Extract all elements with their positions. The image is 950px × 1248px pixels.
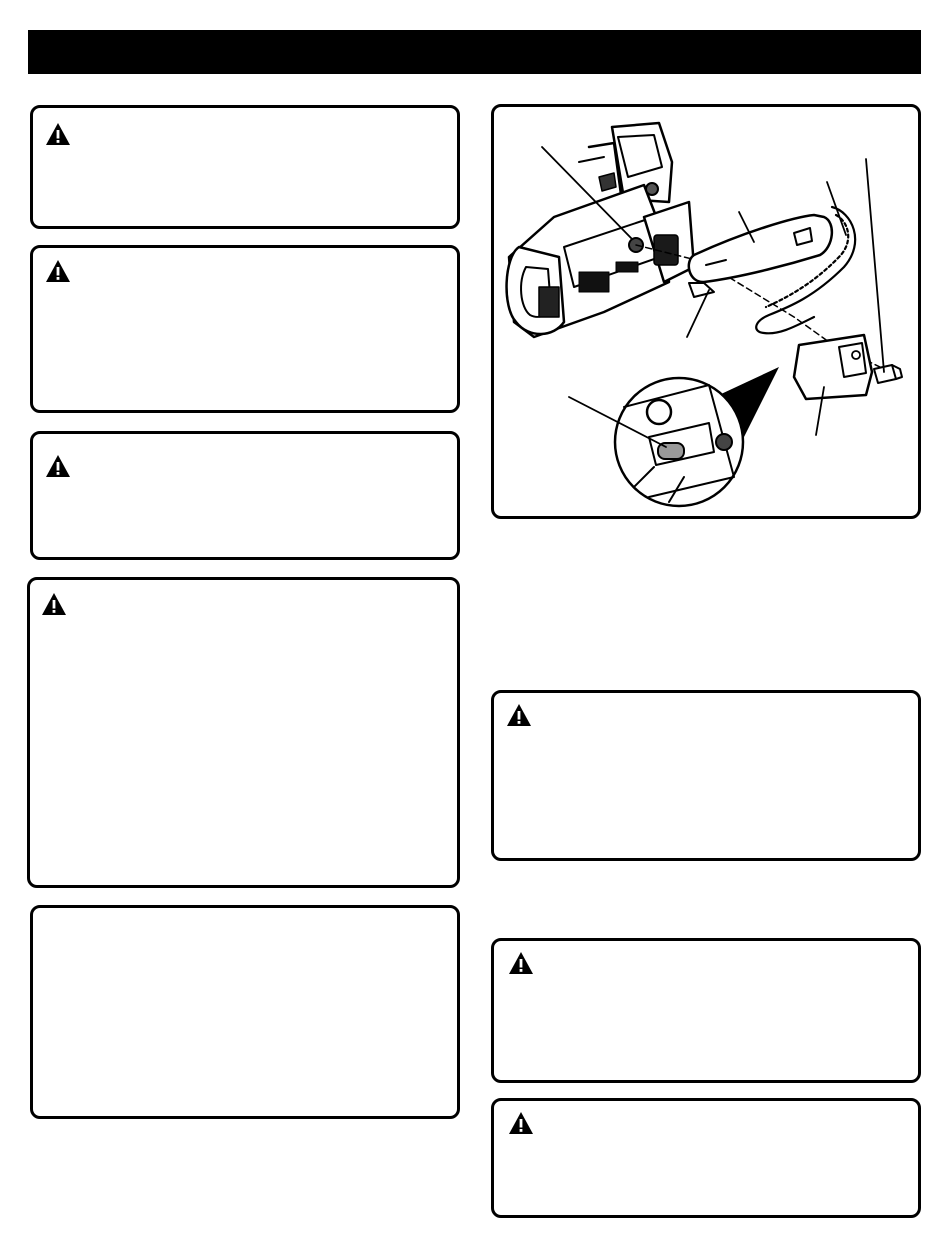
note-box xyxy=(30,905,460,1119)
warning-box-4 xyxy=(27,577,460,888)
zoom-detail xyxy=(615,378,743,506)
sprocket-cover xyxy=(794,335,872,399)
warning-box-6 xyxy=(491,938,921,1083)
warning-triangle-icon xyxy=(45,259,71,283)
warning-box-5 xyxy=(491,690,921,861)
warning-triangle-icon xyxy=(508,951,534,975)
section-header-bar xyxy=(28,30,921,74)
warning-triangle-icon xyxy=(45,454,71,478)
warning-triangle-icon xyxy=(41,592,67,616)
warning-box-3 xyxy=(30,431,460,560)
warning-triangle-icon xyxy=(506,703,532,727)
warning-box-7 xyxy=(491,1098,921,1218)
bar-nut xyxy=(874,365,902,383)
guide-bar xyxy=(689,215,832,297)
chainsaw-body xyxy=(507,123,694,337)
warning-box-1 xyxy=(30,105,460,229)
assembly-figure xyxy=(491,104,921,519)
warning-box-2 xyxy=(30,245,460,413)
warning-triangle-icon xyxy=(45,122,71,146)
warning-triangle-icon xyxy=(508,1111,534,1135)
